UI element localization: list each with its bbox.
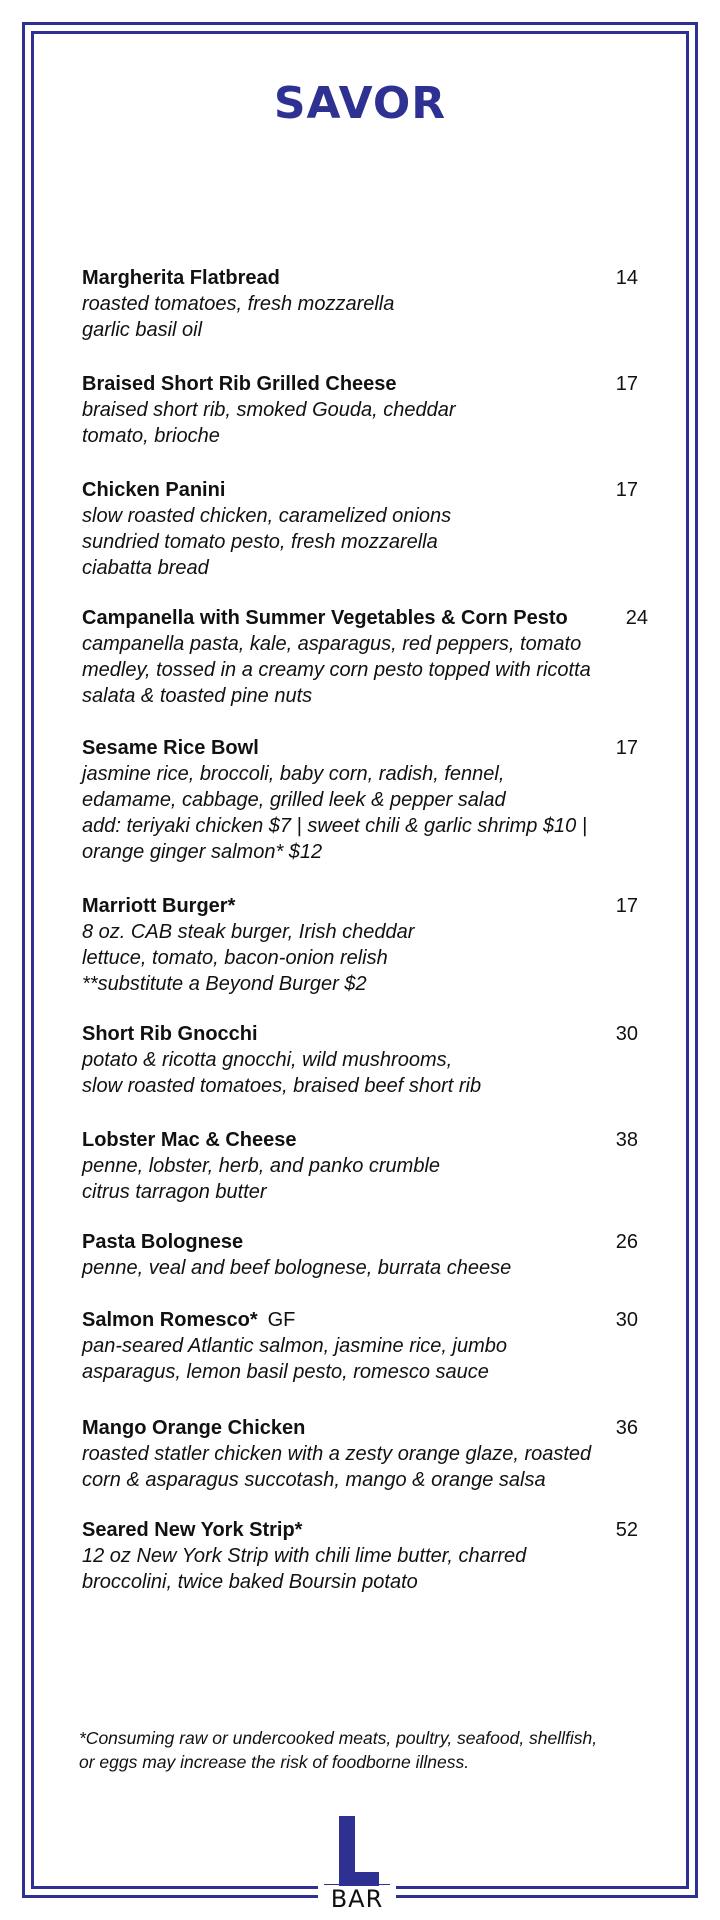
item-name: Campanella with Summer Vegetables & Corn Pesto <box>82 607 568 629</box>
menu-item <box>82 1517 644 1595</box>
item-price: 52 <box>615 1519 638 1541</box>
item-description-line: slow roasted chicken, caramelized onions <box>82 505 452 527</box>
item-description-line: braised short rib, smoked Gouda, cheddar <box>82 399 456 421</box>
gluten-free-tag: GF <box>267 1309 296 1331</box>
item-price: 30 <box>615 1309 638 1331</box>
item-description-line: penne, veal and beef bolognese, burrata cheese <box>82 1257 512 1279</box>
item-description-line: campanella pasta, kale, asparagus, red peppers, tomato <box>82 633 582 655</box>
item-description-line: add: teriyaki chicken $7 | sweet chili & garlic shrimp $10 | <box>82 815 588 837</box>
item-description-line: tomato, brioche <box>82 425 220 447</box>
menu-item <box>82 1127 644 1205</box>
item-price: 24 <box>625 607 648 629</box>
menu-item <box>82 265 644 343</box>
item-price: 17 <box>615 479 638 501</box>
item-description-line: potato & ricotta gnocchi, wild mushrooms, <box>82 1049 453 1071</box>
item-description-line: garlic basil oil <box>82 319 203 341</box>
item-name: Sesame Rice Bowl <box>82 737 259 759</box>
item-price: 17 <box>615 895 638 917</box>
item-price: 26 <box>615 1231 638 1253</box>
item-description-line: 12 oz New York Strip with chili lime butter, charred <box>82 1545 527 1567</box>
item-description-line: broccolini, twice baked Boursin potato <box>82 1571 418 1593</box>
item-price: 36 <box>615 1417 638 1439</box>
item-description-line: roasted statler chicken with a zesty orange glaze, roasted <box>82 1443 592 1465</box>
l-bar-logo <box>318 1810 396 1913</box>
item-name: Braised Short Rib Grilled Cheese <box>82 373 397 395</box>
item-name: Marriott Burger* <box>82 895 236 917</box>
item-name: Seared New York Strip* <box>82 1519 303 1541</box>
item-name: Pasta Bolognese <box>82 1231 244 1253</box>
item-description-line: slow roasted tomatoes, braised beef short rib <box>82 1075 482 1097</box>
item-description-line: asparagus, lemon basil pesto, romesco sauce <box>82 1361 489 1383</box>
item-description-line: sundried tomato pesto, fresh mozzarella <box>82 531 438 553</box>
item-name: Chicken Panini <box>82 479 226 501</box>
item-description-line: penne, lobster, herb, and panko crumble <box>82 1155 441 1177</box>
item-description-line: roasted tomatoes, fresh mozzarella <box>82 293 395 315</box>
item-price: 17 <box>615 737 638 759</box>
item-description-line: edamame, cabbage, grilled leek & pepper salad <box>82 789 506 811</box>
item-description-line: 8 oz. CAB steak burger, Irish cheddar <box>82 921 415 943</box>
item-price: 14 <box>615 267 638 289</box>
menu-item <box>82 371 644 449</box>
item-description-line: orange ginger salmon* $12 <box>82 841 323 863</box>
item-price: 30 <box>615 1023 638 1045</box>
item-description-line: jasmine rice, broccoli, baby corn, radish, fennel, <box>82 763 505 785</box>
menu-item <box>82 893 644 997</box>
item-description-line: ciabatta bread <box>82 557 209 579</box>
food-safety-disclaimer <box>79 1726 659 1774</box>
item-description-line: medley, tossed in a creamy corn pesto topped with ricotta <box>82 659 591 681</box>
logo-text: BAR <box>330 1885 384 1913</box>
menu-item <box>82 1415 644 1493</box>
menu-item <box>82 735 644 865</box>
item-description-line: lettuce, tomato, bacon-onion relish <box>82 947 388 969</box>
menu-item <box>82 1307 644 1385</box>
menu-item <box>82 1021 644 1099</box>
item-name: Mango Orange Chicken <box>82 1417 306 1439</box>
disclaimer-line: or eggs may increase the risk of foodborne illness. <box>79 1752 470 1772</box>
disclaimer-line: *Consuming raw or undercooked meats, poultry, seafood, shellfish, <box>79 1728 598 1748</box>
item-name: Lobster Mac & Cheese <box>82 1129 297 1151</box>
menu-item <box>82 605 648 709</box>
item-description-line: salata & toasted pine nuts <box>82 685 313 707</box>
item-description-line: pan-seared Atlantic salmon, jasmine rice, jumbo <box>82 1335 508 1357</box>
item-description-line: citrus tarragon butter <box>82 1181 267 1203</box>
item-price: 38 <box>615 1129 638 1151</box>
item-name: Short Rib Gnocchi <box>82 1023 258 1045</box>
menu-item <box>82 1229 644 1281</box>
item-price: 17 <box>615 373 638 395</box>
menu-item <box>82 477 644 581</box>
item-name: Margherita Flatbread <box>82 267 280 289</box>
item-description-line: corn & asparagus succotash, mango & orange salsa <box>82 1469 546 1491</box>
item-name: Salmon Romesco* <box>82 1309 258 1331</box>
menu-title: SAVOR <box>273 78 447 129</box>
item-description-line: **substitute a Beyond Burger $2 <box>82 973 367 995</box>
